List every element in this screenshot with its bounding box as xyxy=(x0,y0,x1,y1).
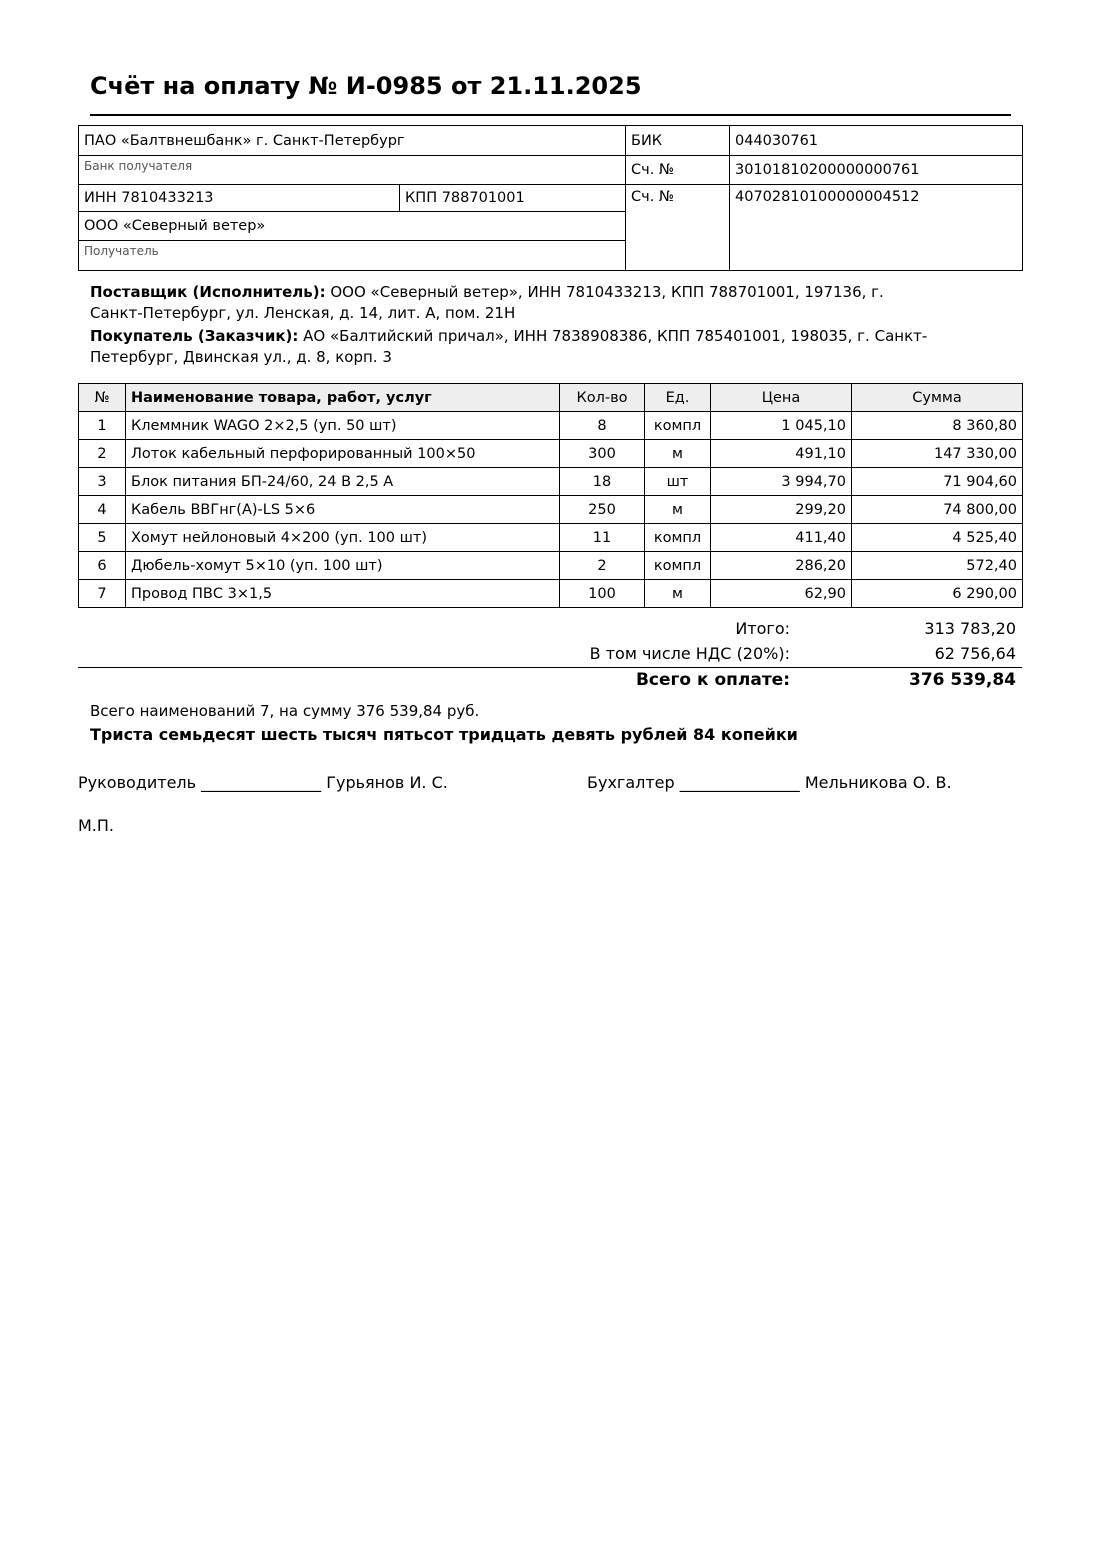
items-header-row xyxy=(79,384,1023,412)
row-name: Дюбель-хомут 5×10 (уп. 100 шт) xyxy=(126,552,560,580)
grand-total-value: 376 539,84 xyxy=(908,670,1016,690)
row-price: 3 994,70 xyxy=(711,468,852,496)
row-qty: 11 xyxy=(560,524,645,552)
row-qty: 300 xyxy=(560,440,645,468)
row-qty: 18 xyxy=(560,468,645,496)
summary-block xyxy=(90,701,798,745)
table-row xyxy=(79,580,1023,608)
buyer-label: Покупатель (Заказчик): xyxy=(90,327,299,345)
row-number: 1 xyxy=(79,412,126,440)
row-name: Лоток кабельный перфорированный 100×50 xyxy=(126,440,560,468)
subtotal-row xyxy=(78,617,1022,642)
row-name: Провод ПВС 3×1,5 xyxy=(126,580,560,608)
subtotal-value: 313 783,20 xyxy=(924,619,1016,638)
supplier-label: Поставщик (Исполнитель): xyxy=(90,283,326,301)
col-header-name: Наименование товара, работ, услуг xyxy=(126,384,560,412)
table-row xyxy=(79,412,1023,440)
buyer-line xyxy=(90,326,940,368)
director-signature: Руководитель _______________ Гурьянов И. С. xyxy=(78,773,448,792)
row-number: 6 xyxy=(79,552,126,580)
row-price: 491,10 xyxy=(711,440,852,468)
table-row xyxy=(79,440,1023,468)
title-divider xyxy=(90,114,1011,116)
items-table xyxy=(78,383,1023,608)
recipient-caption: Получатель xyxy=(79,241,626,271)
row-unit: компл xyxy=(645,412,711,440)
row-qty: 250 xyxy=(560,496,645,524)
row-unit: м xyxy=(645,580,711,608)
row-name: Блок питания БП-24/60, 24 В 2,5 А xyxy=(126,468,560,496)
row-unit: компл xyxy=(645,552,711,580)
bank-name: ПАО «Балтвнешбанк» г. Санкт-Петербург xyxy=(79,126,626,156)
row-name: Хомут нейлоновый 4×200 (уп. 100 шт) xyxy=(126,524,560,552)
corr-account-value: 30101810200000000761 xyxy=(730,156,1023,185)
table-row xyxy=(79,468,1023,496)
col-header-price: Цена xyxy=(711,384,852,412)
summary-line: Всего наименований 7, на сумму 376 539,84 руб. xyxy=(90,702,480,720)
row-sum: 6 290,00 xyxy=(852,580,1023,608)
row-number: 2 xyxy=(79,440,126,468)
vat-row xyxy=(78,642,1022,667)
row-price: 286,20 xyxy=(711,552,852,580)
bank-details-table xyxy=(78,125,1023,271)
row-unit: шт xyxy=(645,468,711,496)
bik-label: БИК xyxy=(626,126,730,156)
row-unit: м xyxy=(645,496,711,524)
row-price: 1 045,10 xyxy=(711,412,852,440)
row-unit: м xyxy=(645,440,711,468)
row-sum: 71 904,60 xyxy=(852,468,1023,496)
account-label: Сч. № xyxy=(626,185,730,271)
invoice-title: Счёт на оплату № И-0985 от 21.11.2025 xyxy=(90,72,642,100)
row-price: 299,20 xyxy=(711,496,852,524)
grand-total-label: Всего к оплате: xyxy=(635,670,790,690)
row-price: 411,40 xyxy=(711,524,852,552)
row-number: 4 xyxy=(79,496,126,524)
row-number: 3 xyxy=(79,468,126,496)
row-number: 7 xyxy=(79,580,126,608)
row-name: Кабель ВВГнг(А)-LS 5×6 xyxy=(126,496,560,524)
row-price: 62,90 xyxy=(711,580,852,608)
col-header-unit: Ед. xyxy=(645,384,711,412)
row-sum: 8 360,80 xyxy=(852,412,1023,440)
table-row xyxy=(79,524,1023,552)
bank-caption: Банк получателя xyxy=(79,156,626,185)
table-row xyxy=(79,552,1023,580)
row-number: 5 xyxy=(79,524,126,552)
buyer-details: АО «Балтийский причал», ИНН 7838908386, КПП 785401001, 198035, г. Санкт-Петербург, Двинская ул., д. 8, корп. 3 xyxy=(90,327,928,366)
recipient-kpp: КПП 788701001 xyxy=(400,185,626,212)
supplier-line xyxy=(90,282,940,324)
vat-value: 62 756,64 xyxy=(934,644,1016,663)
bik-value: 044030761 xyxy=(730,126,1023,156)
grand-total-row xyxy=(78,667,1022,694)
totals-block xyxy=(78,617,1022,694)
col-header-number: № xyxy=(79,384,126,412)
vat-label: В том числе НДС (20%): xyxy=(589,644,790,663)
row-sum: 147 330,00 xyxy=(852,440,1023,468)
parties-block xyxy=(90,282,940,370)
col-header-qty: Кол-во xyxy=(560,384,645,412)
row-qty: 8 xyxy=(560,412,645,440)
row-qty: 2 xyxy=(560,552,645,580)
table-row xyxy=(79,496,1023,524)
row-sum: 4 525,40 xyxy=(852,524,1023,552)
supplier-details: ООО «Северный ветер», ИНН 7810433213, КПП 788701001, 197136, г. Санкт-Петербург, ул. Ленская, д. 14, лит. А, пом. 21Н xyxy=(90,283,884,322)
row-sum: 572,40 xyxy=(852,552,1023,580)
stamp-placeholder: М.П. xyxy=(78,816,115,835)
recipient-name: ООО «Северный ветер» xyxy=(79,212,626,241)
row-qty: 100 xyxy=(560,580,645,608)
row-sum: 74 800,00 xyxy=(852,496,1023,524)
recipient-inn: ИНН 7810433213 xyxy=(79,185,400,212)
accountant-signature: Бухгалтер _______________ Мельникова О. В. xyxy=(587,773,952,792)
row-name: Клеммник WAGO 2×2,5 (уп. 50 шт) xyxy=(126,412,560,440)
account-value: 40702810100000004512 xyxy=(730,185,1023,271)
corr-account-label: Сч. № xyxy=(626,156,730,185)
subtotal-label: Итого: xyxy=(735,619,790,638)
col-header-sum: Сумма xyxy=(852,384,1023,412)
amount-in-words: Триста семьдесят шесть тысяч пятьсот тридцать девять рублей 84 копейки xyxy=(90,725,798,744)
row-unit: компл xyxy=(645,524,711,552)
